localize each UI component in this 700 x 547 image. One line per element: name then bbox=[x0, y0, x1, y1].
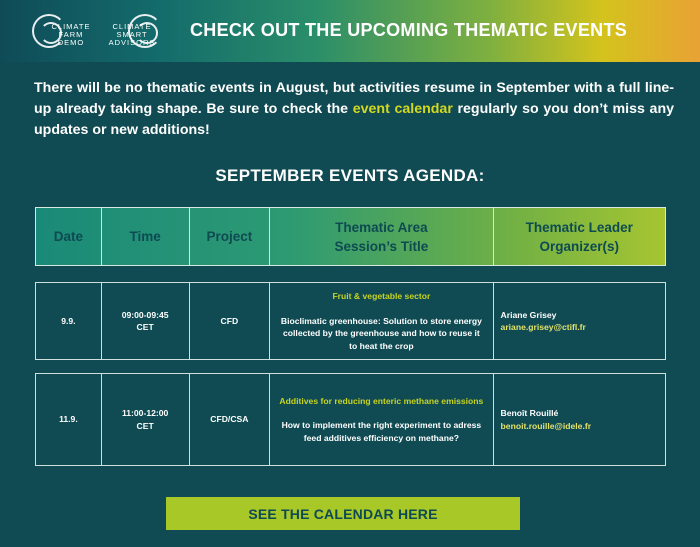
row-date: 11.9. bbox=[36, 374, 102, 465]
see-calendar-button[interactable]: SEE THE CALENDAR HERE bbox=[166, 497, 520, 530]
row-session-title: How to implement the right experiment to adress feed additives efficiency on methane? bbox=[281, 420, 482, 443]
row-project: CFD/CSA bbox=[190, 374, 271, 465]
table-row bbox=[35, 282, 666, 360]
header-thematic-leader bbox=[494, 208, 665, 265]
row-session bbox=[270, 374, 493, 465]
row-leader bbox=[494, 374, 665, 465]
climate-smart-advisors-logo[interactable] bbox=[102, 14, 166, 50]
row-time-range: 09:00-09:45 bbox=[121, 309, 169, 320]
row-date: 9.9. bbox=[36, 283, 102, 359]
row-time bbox=[102, 374, 190, 465]
header-banner bbox=[0, 0, 700, 62]
logo2-line3: ADVISORS bbox=[108, 38, 156, 47]
row-leader-email[interactable]: benoit.rouille@idele.fr bbox=[500, 420, 592, 431]
row-time-zone: CET bbox=[136, 322, 154, 332]
header-project: Project bbox=[190, 208, 271, 265]
intro-paragraph bbox=[34, 78, 674, 141]
row-leader bbox=[494, 283, 665, 359]
event-calendar-link[interactable]: event calendar bbox=[352, 101, 453, 117]
row-leader-email[interactable]: ariane.grisey@ctifl.fr bbox=[500, 322, 586, 332]
row-time-range: 11:00-12:00 bbox=[121, 408, 169, 418]
row-leader-name: Ariane Grisey bbox=[500, 309, 557, 320]
intro-text-before: There will be no thematic events in August, but activities resume in September with a full line-up already taking shape. Be sure to check the bbox=[34, 80, 674, 117]
intro-text-after: regularly so you don’t miss any updates or new additions! bbox=[34, 101, 674, 138]
row-session-title: Bioclimatic greenhouse: Solution to store energy collected by the greenhouse and how to reuse it to heat the crop bbox=[280, 315, 482, 351]
table-header bbox=[35, 207, 666, 266]
table-row bbox=[35, 373, 666, 466]
header-area-line1: Thematic Area bbox=[335, 219, 428, 235]
row-time-zone: CET bbox=[136, 420, 154, 431]
climate-farm-demo-logo[interactable] bbox=[32, 14, 94, 50]
header-leader-line2: Organizer(s) bbox=[539, 238, 620, 254]
row-session bbox=[270, 283, 493, 359]
row-leader-name: Benoît Rouillé bbox=[500, 408, 559, 418]
row-time bbox=[102, 283, 190, 359]
row-sector: Additives for reducing enteric methane emissions bbox=[279, 395, 484, 406]
logo2-line2: SMART bbox=[116, 30, 148, 39]
row-sector: Fruit & vegetable sector bbox=[332, 291, 431, 301]
header-leader-line1: Thematic Leader bbox=[525, 219, 633, 235]
logo2-line1: CLIMATE bbox=[112, 22, 152, 31]
logo1-line1: CLIMATE bbox=[51, 22, 91, 31]
logo1-line3: DEMO bbox=[57, 38, 85, 47]
logo1-line2: FARM bbox=[58, 30, 84, 39]
header-area-line2: Session’s Title bbox=[334, 238, 429, 254]
header-date: Date bbox=[36, 208, 102, 265]
row-project: CFD bbox=[190, 283, 271, 359]
header-time: Time bbox=[102, 208, 190, 265]
header-thematic-area bbox=[270, 208, 493, 265]
page-title: CHECK OUT THE UPCOMING THEMATIC EVENTS bbox=[190, 20, 628, 40]
agenda-title: SEPTEMBER EVENTS AGENDA: bbox=[215, 166, 485, 185]
